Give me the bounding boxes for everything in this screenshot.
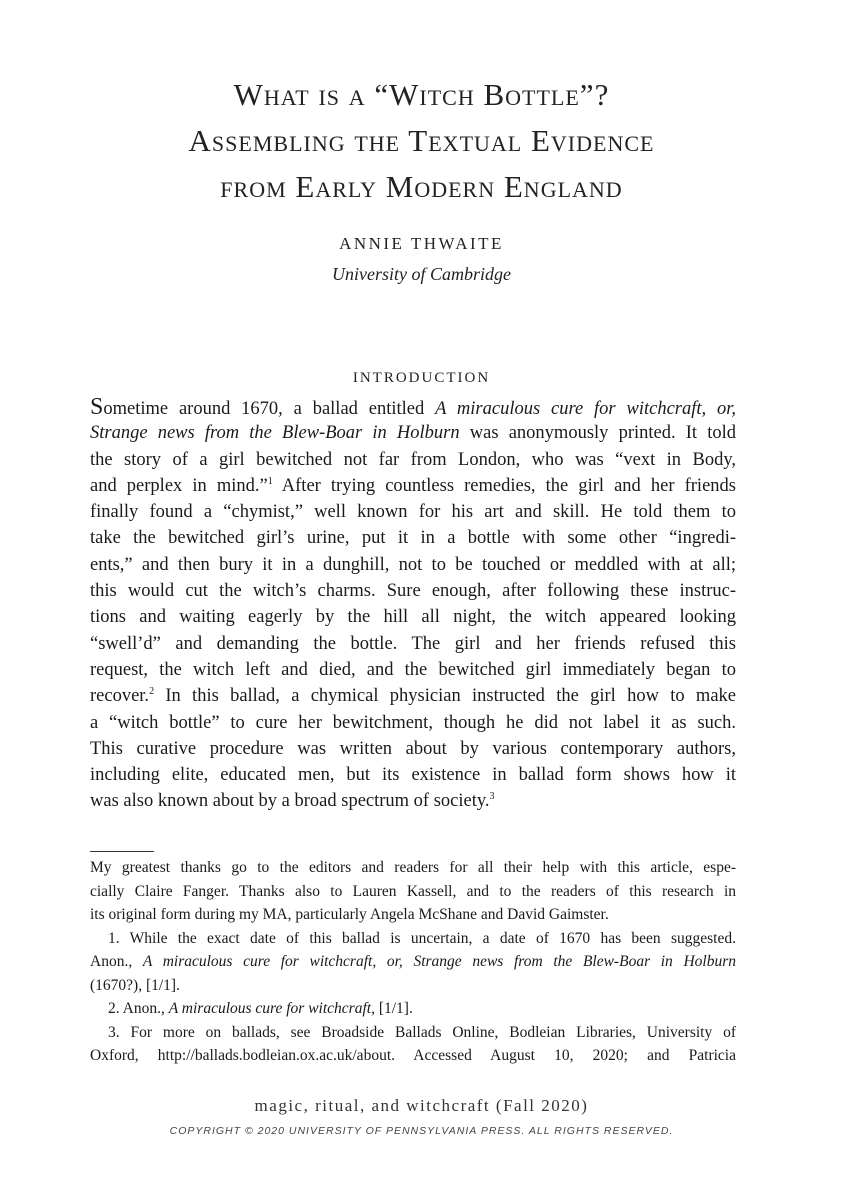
footnote-line: Oxford, http://ballads.bodleian.ox.ac.uk/about. Accessed August 10, 2020; and Patricia (90, 1047, 736, 1064)
footnote-ref-3[interactable]: 3 (489, 791, 495, 803)
body-line (90, 473, 736, 499)
body-text-span: ometime around 1670, a ballad entitled (103, 399, 436, 419)
body-text-span: and perplex in mind.” (90, 475, 268, 496)
body-line (90, 394, 736, 420)
body-line: “swell’d” and demanding the bottle. The girl and her friends refused this (90, 633, 736, 654)
footnote-text-span: Anon., (90, 953, 143, 970)
body-text-span: was anonymously printed. It told (459, 423, 736, 444)
body-text (90, 394, 736, 815)
journal-footer: magic, ritual, and witchcraft (Fall 2020) (254, 1096, 589, 1115)
body-line: request, the witch left and died, and the bewitched girl immediately began to (90, 659, 736, 680)
ballad-title: A miraculous cure for witchcraft, or, Strange news from the Blew-Boar in Holburn (142, 953, 736, 970)
body-line: finally found a “chymist,” well known for his art and skill. He told them to (90, 502, 736, 523)
body-line: take the bewitched girl’s urine, put it in a bottle with some other “ingredi- (90, 528, 736, 549)
footnote-divider (90, 851, 154, 852)
body-text-span: In this ballad, a chymical physician instructed the girl how to make (154, 686, 736, 707)
body-line: including elite, educated men, but its existence in ballad form shows how it (90, 765, 736, 786)
copyright-notice: COPYRIGHT © 2020 UNIVERSITY OF PENNSYLVANIA PRESS. ALL RIGHTS RESERVED. (169, 1125, 674, 1137)
section-heading: INTRODUCTION (352, 370, 491, 386)
body-line (90, 420, 736, 446)
drop-cap: S (90, 394, 104, 420)
body-line: This curative procedure was written about by various contemporary authors, (90, 738, 736, 759)
footnote-1: 1. While the exact date of this ballad is uncertain, a date of 1670 has been suggested. (108, 929, 736, 947)
body-text-span: was also known about by a broad spectrum of society. (90, 791, 490, 812)
body-line (90, 788, 736, 814)
title-line-2: Assembling the Textual Evidence (188, 123, 655, 158)
body-line: ents,” and then bury it in a dunghill, not to be touched or meddled with at all; (90, 554, 736, 575)
footnotes (90, 856, 736, 1068)
title-line-3: from Early Modern England (220, 169, 623, 204)
body-line: the story of a girl bewitched not far from London, who was “vext in Body, (90, 449, 736, 470)
footnote-line: its original form during my MA, particularly Angela McShane and David Gaimster. (90, 906, 609, 923)
title-line-1: What is a “Witch Bottle”? (233, 77, 610, 112)
ballad-title: Strange news from the Blew-Boar in Holburn (90, 423, 460, 444)
body-line (90, 683, 736, 709)
body-line: tions and waiting eagerly by the hill all night, the witch appeared looking (90, 607, 736, 628)
footnote-ref-1[interactable]: 1 (267, 475, 273, 487)
ballad-title: A miraculous cure for witchcraft, or, (435, 399, 737, 419)
footnote-line: cially Claire Fanger. Thanks also to Lauren Kassell, and to the readers of this research in (90, 882, 736, 900)
footnote-text-span: 2. Anon., (108, 1000, 169, 1017)
footnote-3: 3. For more on ballads, see Broadside Ballads Online, Bodleian Libraries, University of (108, 1023, 736, 1041)
footnote-2 (90, 997, 736, 1021)
footnote-text-span: , [1/1]. (371, 1000, 413, 1017)
body-text-span: recover. (90, 686, 150, 707)
author-name: ANNIE THWAITE (339, 234, 504, 253)
body-line: a “witch bottle” to cure her bewitchment, though he did not label it as such. (90, 712, 736, 733)
body-text-span: After trying countless remedies, the girl and her friends (272, 475, 736, 496)
footnote-line: (1670?), [1/1]. (90, 976, 180, 994)
body-line: this would cut the witch’s charms. Sure enough, after following these instruc- (90, 581, 736, 602)
footnote-ref-2[interactable]: 2 (149, 686, 155, 698)
author-affiliation: University of Cambridge (332, 264, 511, 284)
footnote-line (90, 950, 736, 974)
article-title (0, 72, 843, 210)
ballad-title: A miraculous cure for witchcraft (168, 1000, 372, 1017)
footnote-line: My greatest thanks go to the editors and readers for all their help with this article, espe- (90, 859, 736, 876)
